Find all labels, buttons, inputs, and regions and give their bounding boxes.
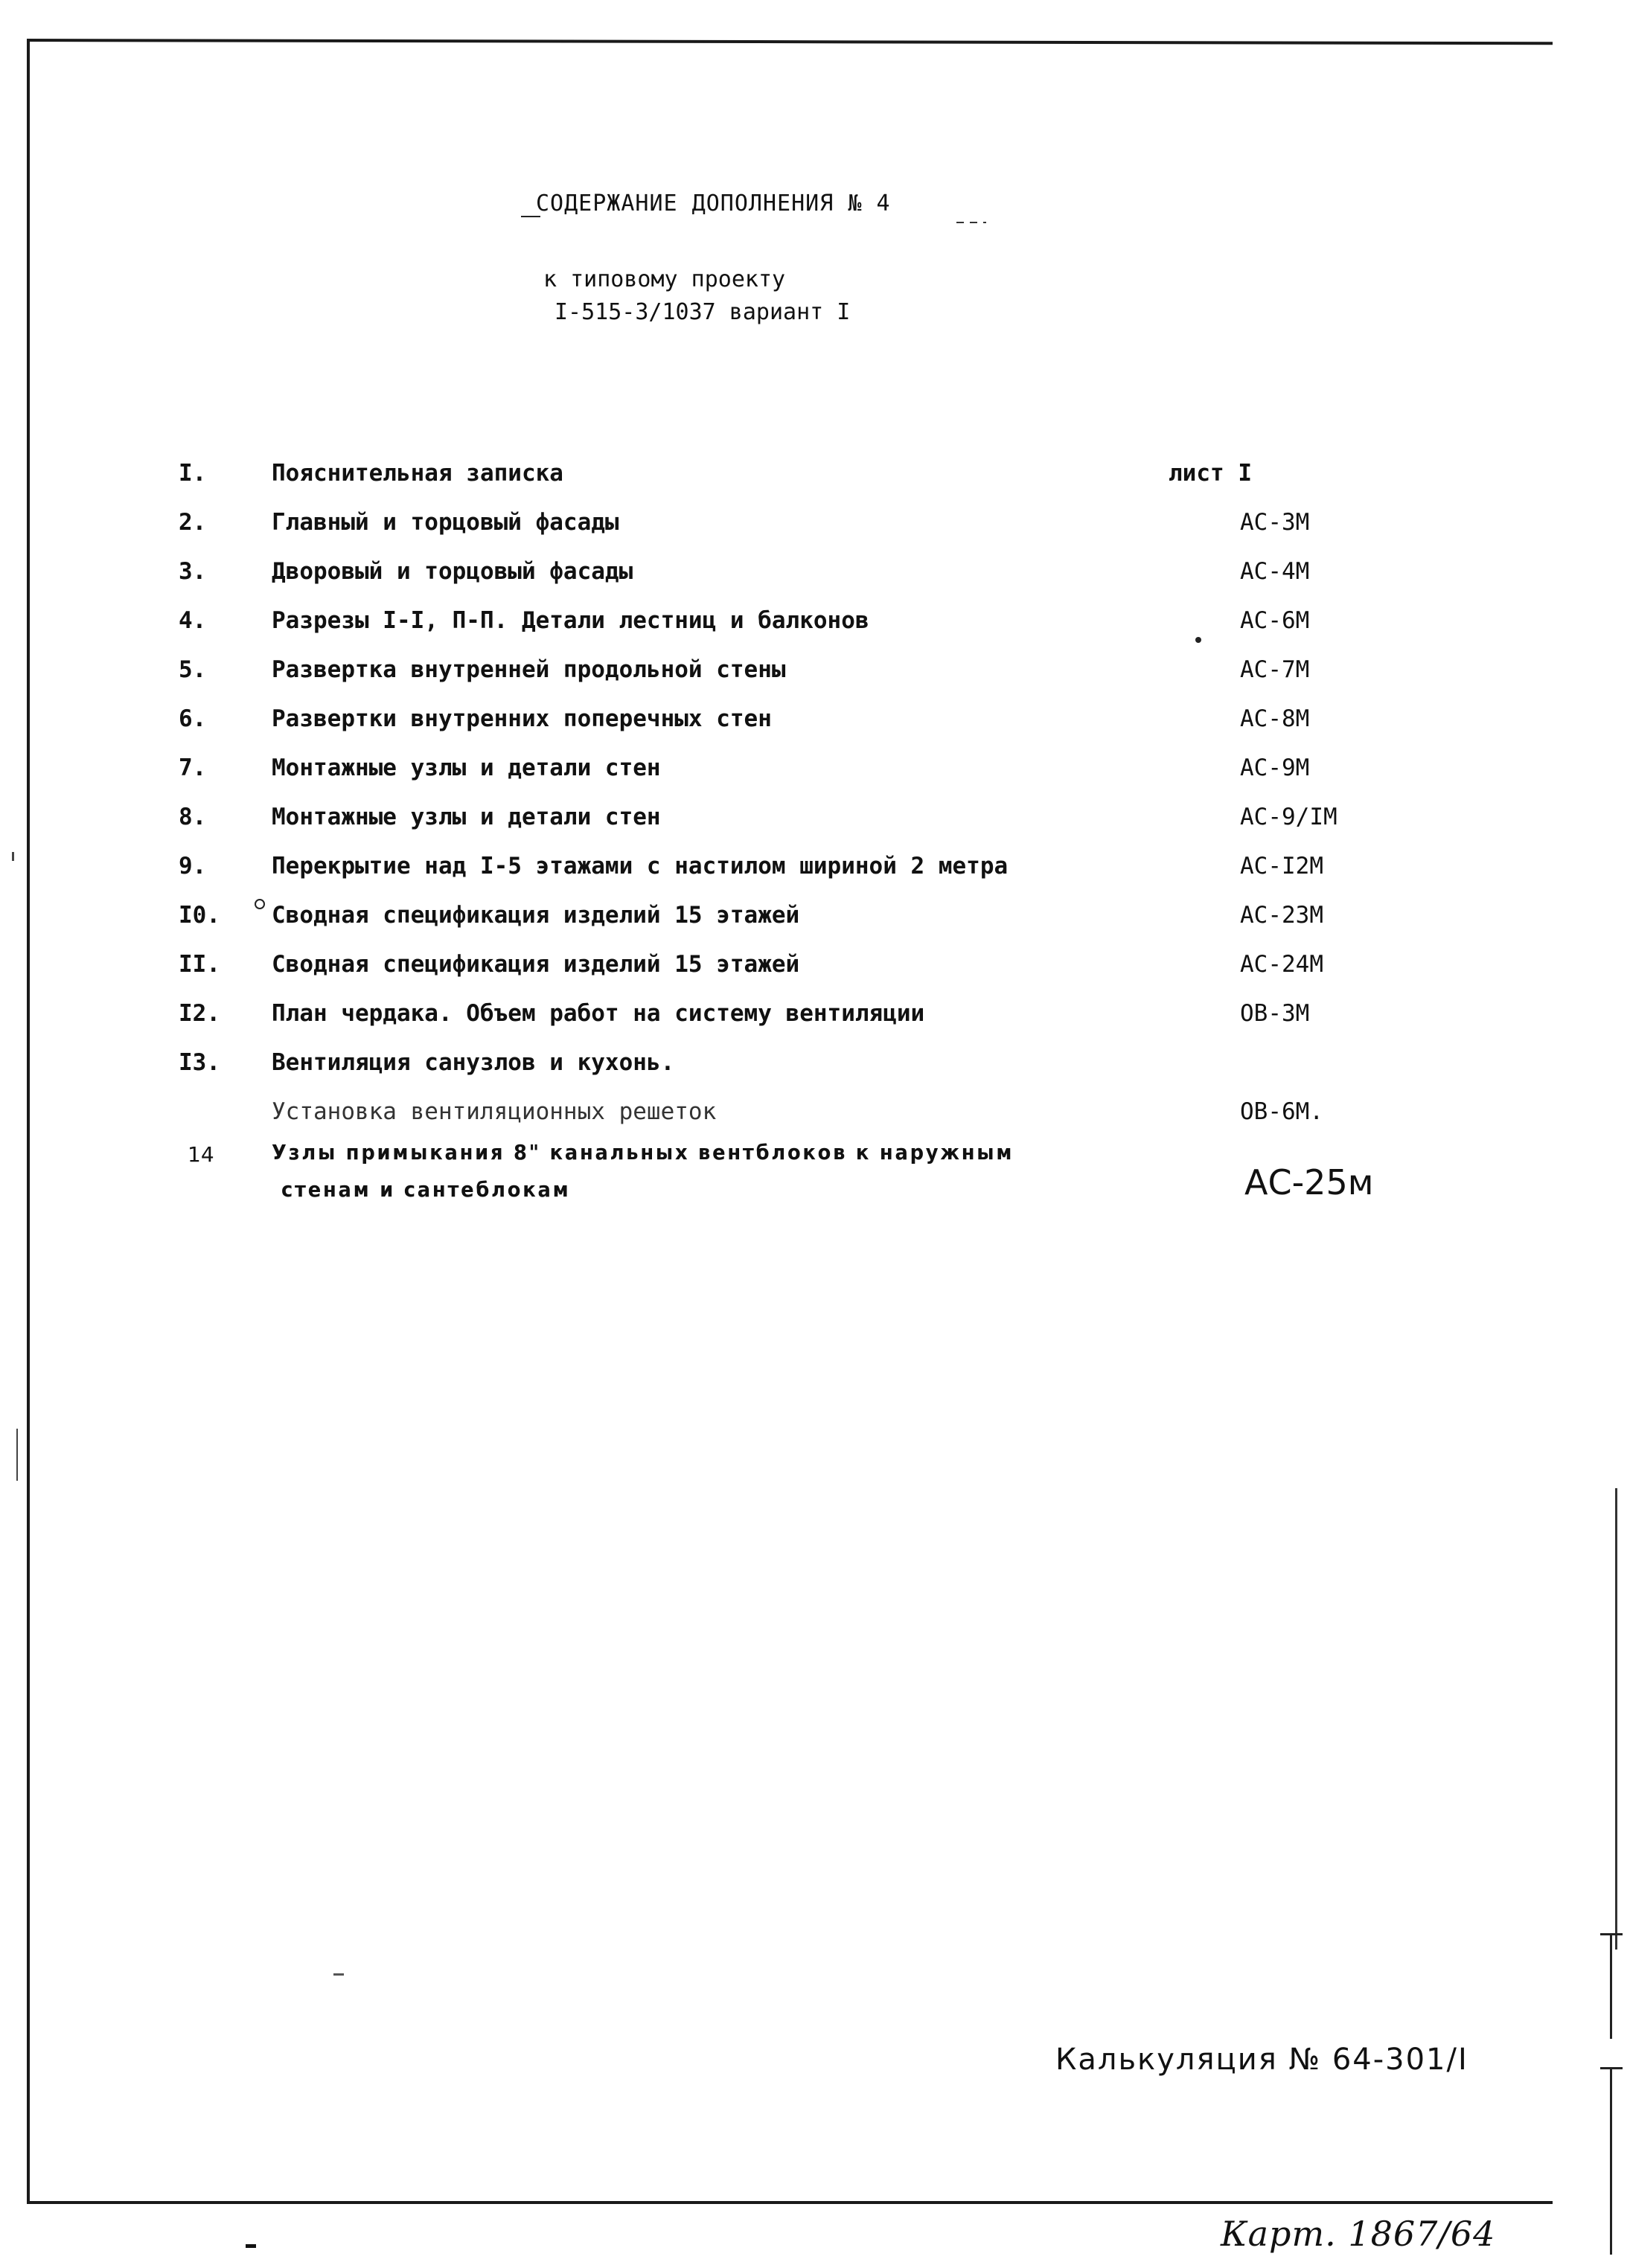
item-sheet-code: АС-9М — [1240, 755, 1310, 781]
item-number: 5. — [179, 656, 207, 683]
item-title: Перекрытие над I-5 этажами с настилом шириной 2 метра — [272, 853, 1009, 880]
item-title: Монтажные узлы и детали стен — [272, 804, 661, 830]
item-title: Разрезы I-I, П-П. Детали лестниц и балконов — [272, 607, 869, 634]
handwritten-item-title: Узлы примыкания 8" канальных вентблоков к наружным — [272, 1140, 1014, 1165]
item-title: Сводная спецификация изделий 15 этажей — [272, 951, 800, 978]
item-title: Установка вентиляционных решеток — [272, 1098, 717, 1125]
document-title: СОДЕРЖАНИЕ ДОПОЛНЕНИЯ № 4 — [536, 190, 891, 217]
item-number: 8. — [179, 804, 207, 830]
ink-dot — [255, 899, 265, 909]
item-title: Монтажные узлы и детали стен — [272, 755, 661, 781]
ink-dot — [1195, 637, 1201, 643]
item-number: II. — [179, 951, 220, 978]
item-sheet-code: АС-6М — [1240, 607, 1310, 634]
item-number: I. — [179, 460, 207, 487]
item-sheet-code: АС-23М — [1240, 902, 1323, 929]
item-sheet-code: лист I — [1169, 460, 1252, 487]
frame-top-line — [27, 39, 1553, 45]
item-sheet-code: АС-9/IМ — [1240, 804, 1337, 830]
item-sheet-code: ОВ-3М — [1240, 1000, 1310, 1027]
item-title: Развертки внутренних поперечных стен — [272, 705, 772, 732]
card-reference: Карт. 1867/64 — [1221, 2214, 1496, 2254]
subtitle-line-1: к типовому проекту — [543, 266, 786, 292]
frame-left-line — [27, 40, 30, 2201]
item-number: 6. — [179, 705, 207, 732]
item-number: I0. — [179, 902, 220, 929]
scan-artifact — [12, 852, 14, 861]
item-number: 3. — [179, 558, 207, 585]
scan-artifact — [16, 1429, 18, 1481]
calculation-reference: Калькуляция № 64-301/I — [1055, 2043, 1468, 2077]
item-title: Дворовый и торцовый фасады — [272, 558, 633, 585]
title-underline — [956, 222, 986, 223]
item-number: I3. — [179, 1049, 220, 1076]
item-sheet-code: ОВ-6М. — [1240, 1098, 1323, 1125]
handwritten-item-number: 14 — [188, 1142, 214, 1167]
item-number: I2. — [179, 1000, 220, 1027]
item-title: Развертка внутренней продольной стены — [272, 656, 786, 683]
handwritten-item-title-cont: стенам и сантеблокам — [281, 1177, 571, 1202]
frame-right-line — [1610, 1935, 1612, 2039]
frame-bottom-line — [27, 2201, 1553, 2204]
scan-artifact — [246, 2244, 256, 2248]
frame-right-line — [1615, 1488, 1617, 1950]
item-number: 2. — [179, 509, 207, 536]
handwritten-sheet-code: АС-25м — [1244, 1162, 1374, 1202]
item-title: Пояснительная записка — [272, 460, 563, 487]
item-sheet-code: АС-7М — [1240, 656, 1310, 683]
item-sheet-code: АС-8М — [1240, 705, 1310, 732]
item-title: Вентиляция санузлов и кухонь. — [272, 1049, 675, 1076]
item-title: Главный и торцовый фасады — [272, 509, 619, 536]
item-title: План чердака. Объем работ на систему вентиляции — [272, 1000, 925, 1027]
subtitle-line-2: I-515-3/1037 вариант I — [554, 299, 851, 325]
item-sheet-code: АС-3М — [1240, 509, 1310, 536]
item-sheet-code: АС-4М — [1240, 558, 1310, 585]
item-number: 9. — [179, 853, 207, 880]
scan-artifact — [333, 1973, 344, 1976]
frame-right-line — [1610, 2069, 1612, 2255]
item-sheet-code: АС-I2М — [1240, 853, 1323, 880]
item-number: 7. — [179, 755, 207, 781]
item-sheet-code: АС-24М — [1240, 951, 1323, 978]
item-title: Сводная спецификация изделий 15 этажей — [272, 902, 800, 929]
item-number: 4. — [179, 607, 207, 634]
